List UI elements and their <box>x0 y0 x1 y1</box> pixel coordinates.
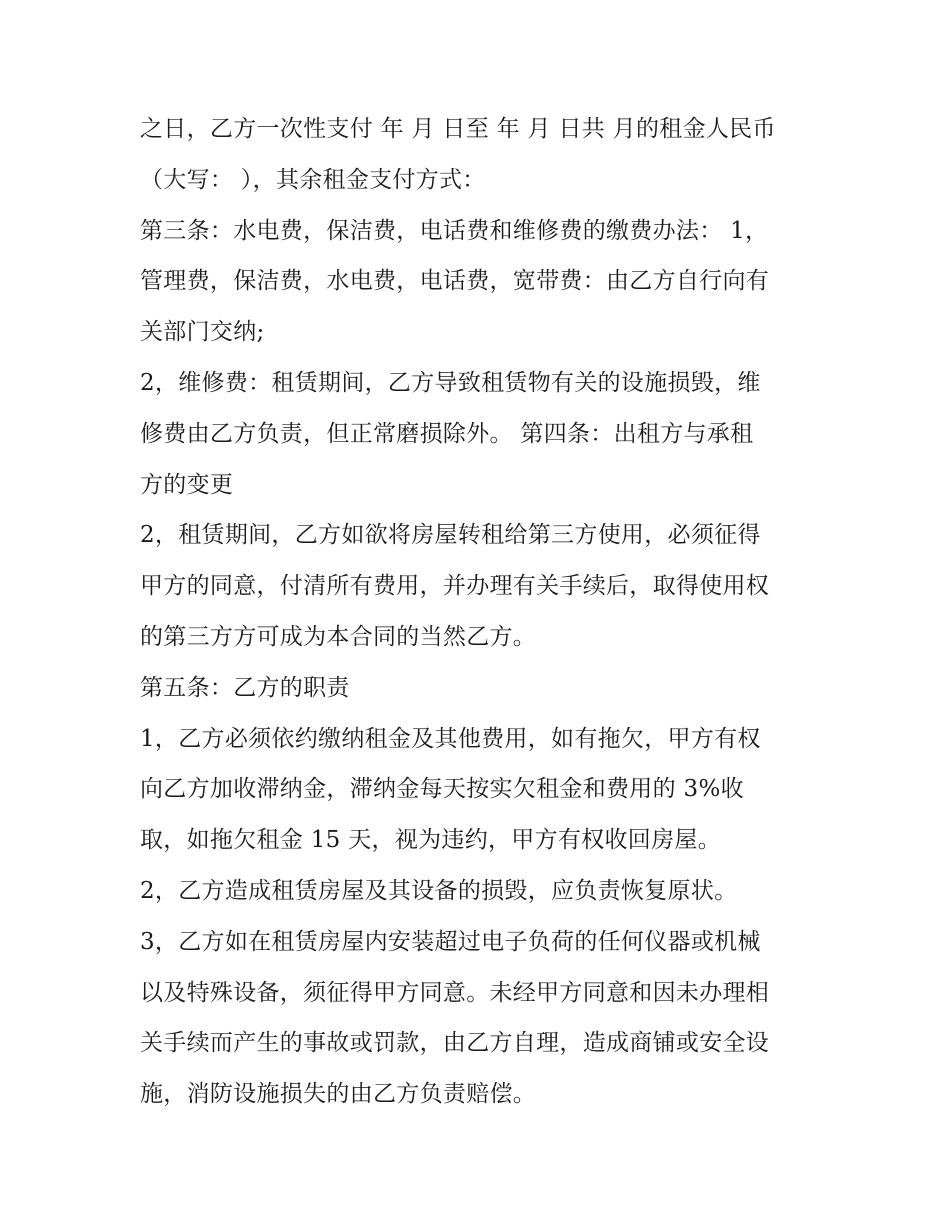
text-line: 第三条：水电费，保洁费，电话费和维修费的缴费办法： 1， <box>140 217 769 244</box>
document-body <box>140 104 820 1120</box>
text-line: 的第三方方可成为本合同的当然乙方。 <box>140 623 537 650</box>
text-line: 管理费，保洁费，水电费，电话费，宽带费：由乙方自行向有 <box>140 268 770 295</box>
text-line: 修费由乙方负责，但正常磨损除外。 第四条：出租方与承租 <box>140 420 754 447</box>
text-line: 3，乙方如在租赁房屋内安装超过电子负荷的任何仪器或机械 <box>140 928 761 955</box>
text-line: 施，消防设施损失的由乙方负责赔偿。 <box>140 1081 537 1108</box>
text-line: 2，乙方造成租赁房屋及其设备的损毁，应负责恢复原状。 <box>140 877 738 904</box>
text-line: 关部门交纳; <box>140 319 265 346</box>
text-line: 2，维修费：租赁期间，乙方导致租赁物有关的设施损毁，维 <box>140 369 761 396</box>
text-line: 第五条：乙方的职责 <box>140 674 350 701</box>
text-line: 方的变更 <box>140 471 234 498</box>
text-line: 取，如拖欠租金 15 天，视为违约，甲方有权收回房屋。 <box>140 827 721 854</box>
text-line: （大写： ），其余租金支付方式： <box>140 166 486 193</box>
text-line: 以及特殊设备，须征得甲方同意。未经甲方同意和因未办理相 <box>140 979 770 1006</box>
text-line: 关手续而产生的事故或罚款，由乙方自理，造成商铺或安全设 <box>140 1030 770 1057</box>
text-line: 之日，乙方一次性支付 年 月 日至 年 月 日共 月的租金人民币 <box>140 116 776 142</box>
text-line: 甲方的同意，付清所有费用，并办理有关手续后，取得使用权 <box>140 573 770 600</box>
text-line: 1，乙方必须依约缴纳租金及其他费用，如有拖欠，甲方有权 <box>140 725 761 752</box>
text-line: 2，租赁期间，乙方如欲将房屋转租给第三方使用，必须征得 <box>140 522 761 549</box>
text-line: 向乙方加收滞纳金，滞纳金每天按实欠租金和费用的 3%收 <box>140 776 744 803</box>
